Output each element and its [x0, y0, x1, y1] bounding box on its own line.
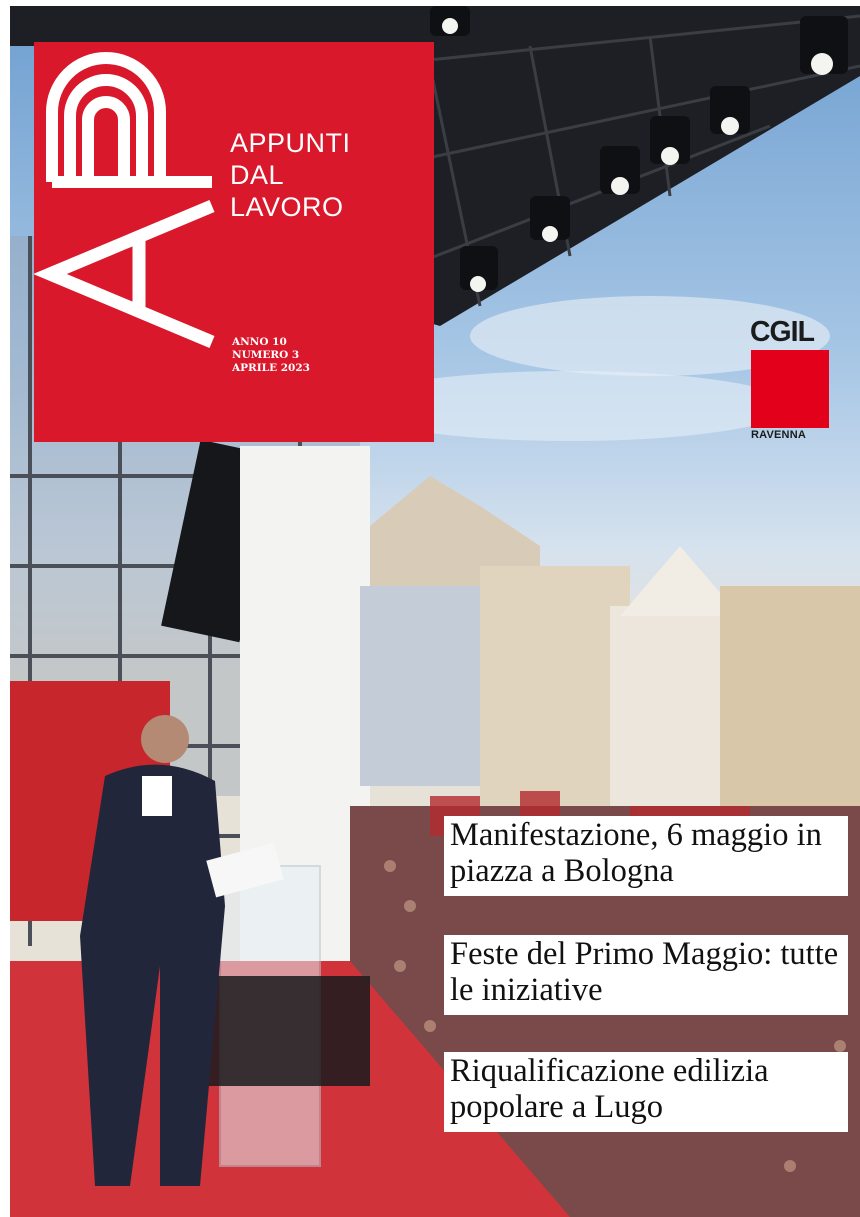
- issue-date: APRILE 2023: [232, 362, 310, 374]
- cgil-name: CGIL: [750, 316, 814, 348]
- cgil-red-square-icon: [751, 350, 829, 428]
- headline-feste-primo-maggio[interactable]: Feste del Primo Maggio: tutte le iniziative: [444, 935, 848, 1015]
- masthead: [34, 42, 434, 442]
- cgil-city: RAVENNA: [751, 429, 806, 441]
- title-line-lavoro: LAVORO: [230, 192, 344, 222]
- title-line-dal: DAL: [230, 160, 285, 190]
- ap-logo-icon: [34, 42, 434, 442]
- issue-year: ANNO 10: [232, 336, 287, 348]
- headline-riqualificazione[interactable]: Riqualificazione edilizia popolare a Lugo: [444, 1052, 848, 1132]
- title-line-appunti: APPUNTI: [230, 128, 351, 158]
- headline-manifestazione[interactable]: Manifestazione, 6 maggio in piazza a Bologna: [444, 816, 848, 896]
- issue-number: NUMERO 3: [232, 349, 300, 361]
